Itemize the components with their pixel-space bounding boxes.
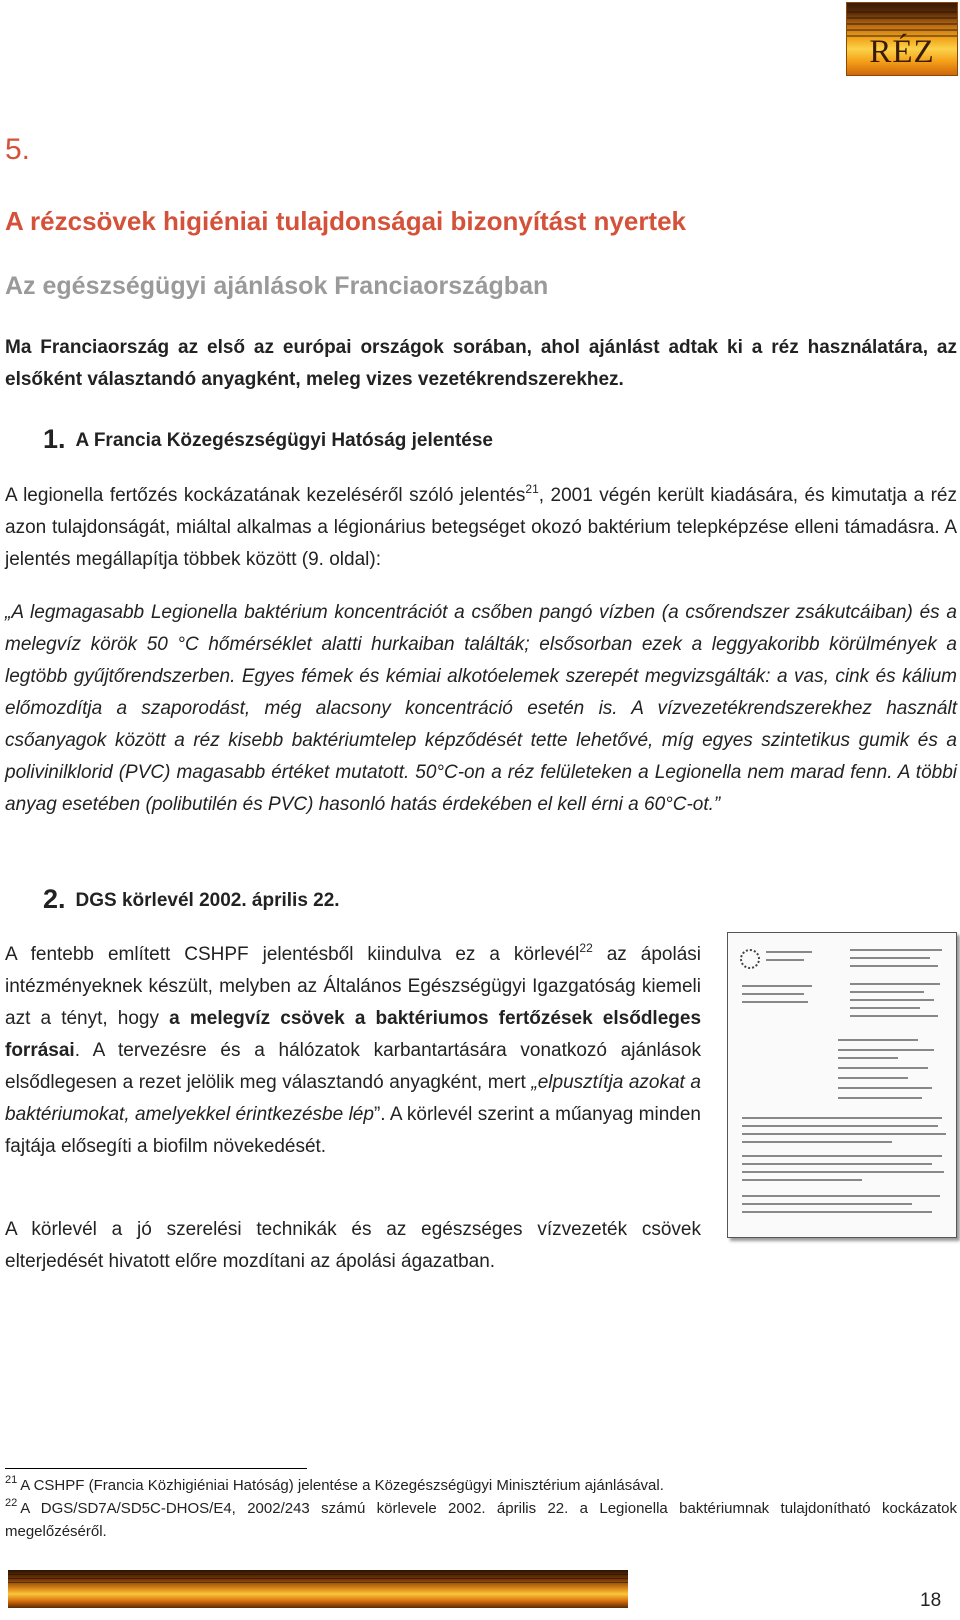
- section-2-text-a: A fentebb említett CSHPF jelentésből kiindulva ez a körlevél: [5, 944, 580, 965]
- section-2-paragraph: [5, 939, 701, 1163]
- section-1-number: 1.: [43, 424, 66, 454]
- page-number: 18: [920, 1590, 942, 1611]
- section-2-text-b: az ápolási intézményeknek készült, melyben az Általános Egészségügyi Igazgatóság kiemeli azt a tényt, hogy: [5, 944, 701, 1029]
- section-2-heading: [43, 884, 340, 915]
- section-1-text-b: , 2001 végén került kiadására, és kimutatja a réz azon tulajdonságát, miáltal alkalmas a légionárius betegséget okozó baktérium telepképzése elleni támadásra. A jelentés megállapítja többek között (9. oldal):: [5, 485, 957, 570]
- section-1-paragraph: [5, 480, 957, 576]
- section-2-title: DGS körlevél 2002. április 22.: [75, 890, 340, 911]
- brand-logo: [846, 2, 958, 76]
- section-1-title: A Francia Közegészségügyi Hatóság jelentése: [75, 430, 493, 451]
- section-2-paragraph-2: A körlevél a jó szerelési technikák és az egészséges vízvezeték csövek elterjedését hivatott előre mozdítani az ápolási ágazatban.: [5, 1219, 701, 1272]
- section-2-number: 2.: [43, 884, 66, 914]
- section-2-bold-text: a melegvíz csövek a baktériumos fertőzések elsődleges forrásai: [5, 1008, 702, 1061]
- ministry-emblem-icon: [740, 949, 760, 969]
- section-1-heading: [43, 424, 493, 455]
- footnote-separator: [5, 1468, 307, 1469]
- section-2-text-c: . A tervezésre és a hálózatok karbantartására vonatkozó ajánlások elsődlegesen a rezet jelölik meg választandó anyagként, mert: [5, 1040, 701, 1093]
- footnote-21-text: A CSHPF (Francia Közhigiéniai Hatóság) jelentése a Közegészségügyi Minisztérium ajánlásával.: [20, 1477, 664, 1494]
- circular-letter-image: [727, 932, 957, 1238]
- chapter-number: 5.: [5, 133, 31, 166]
- footnote-21: [5, 1474, 957, 1497]
- page-title: A rézcsövek higiéniai tulajdonságai bizonyítást nyertek: [5, 206, 687, 236]
- footnote-ref-21[interactable]: 21: [525, 482, 539, 496]
- page-subtitle: Az egészségügyi ajánlások Franciaországban: [5, 272, 549, 300]
- section-2-italic-text: „elpusztítja azokat a baktériumokat, amelyekkel érintkezésbe lép: [5, 1072, 701, 1125]
- logo-text: RÉZ: [869, 34, 935, 70]
- section-1-text-a: A legionella fertőzés kockázatának kezeléséről szóló jelentés: [5, 485, 526, 506]
- footnote-21-number: 21: [5, 1474, 18, 1486]
- footnote-22-number: 22: [5, 1497, 18, 1509]
- footer-bar: [8, 1570, 628, 1608]
- footnote-22: [5, 1497, 957, 1543]
- intro-paragraph: Ma Franciaország az első az európai országok sorában, ahol ajánlást adtak ki a réz használatára, az elsőként választandó anyagként, meleg vizes vezetékrendszerekhez.: [5, 337, 957, 390]
- footnote-22-text: A DGS/SD7A/SD5C-DHOS/E4, 2002/243 számú körlevele 2002. április 22. a Legionella baktériumnak tulajdonítható kockázatok megelőzéséről.: [5, 1500, 957, 1540]
- footnote-ref-22[interactable]: 22: [579, 941, 593, 955]
- section-2-text-d: ”. A körlevél szerint a műanyag minden fajtája elősegíti a biofilm növekedését.: [5, 1104, 701, 1157]
- report-quote: „A legmagasabb Legionella baktérium koncentrációt a csőben pangó vízben (a csőrendszer zsákutcáiban) és a melegvíz körök 50 °C hőmérséklet alatti hurkaiban találták; elsősorban ezek a leggyakoribb körülmények a legtöbb gyűjtőrendszerben. Egyes fémek és kémiai alkotóelemek szerepét megvizsgálták: a vas, cink és kálium előmozdítja a szaporodást, még alacsony koncentráció esetén is. A vízvezetékrendszerekhez használt csőanyagok között a réz kisebb baktériumtelep képződését tette lehetővé, míg egyes szintetikus gumik és a polivinilklorid (PVC) magasabb értéket mutatott. 50°C-on a réz felületeken a Legionella nem marad fenn. A többi anyag esetében (polibutilén és PVC) hasonló hatás érdekében el kell érni a 60°C-ot.”: [5, 602, 957, 815]
